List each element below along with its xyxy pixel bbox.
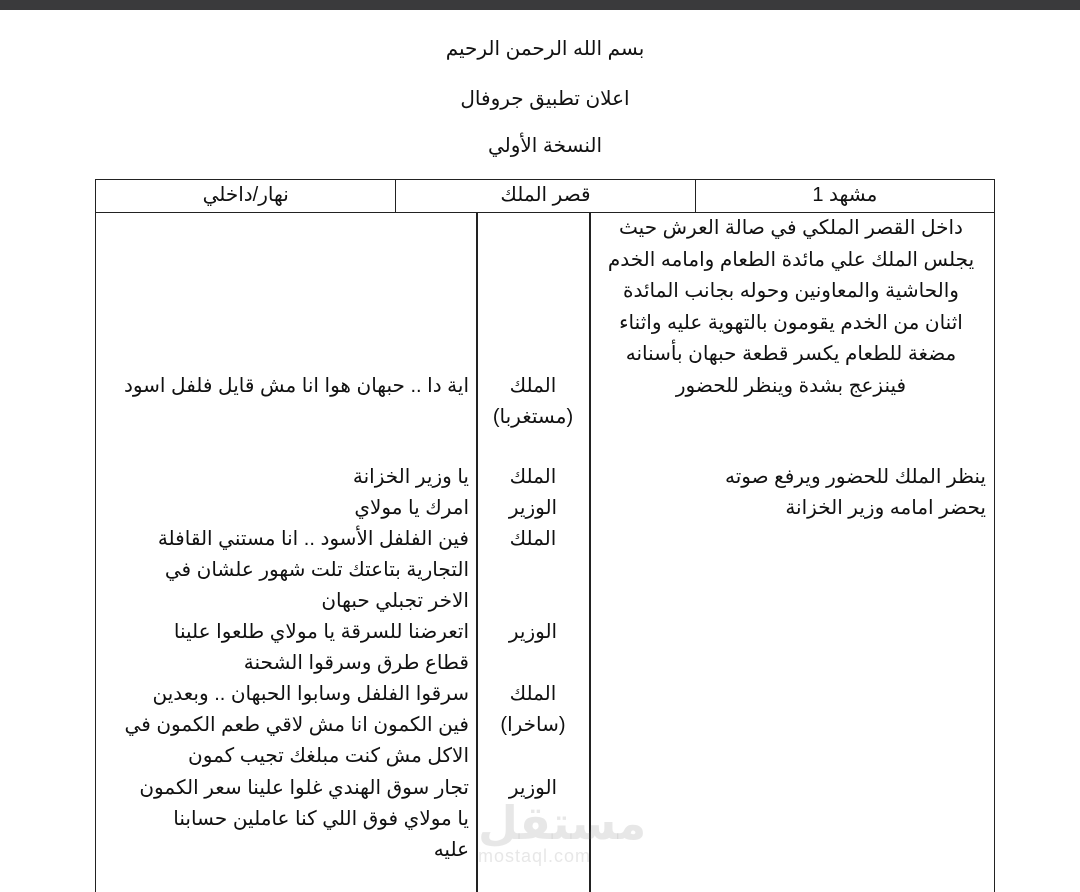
watermark-arabic: مستقل: [478, 797, 647, 849]
dialogue-line: التجارية بتاعتك تلت شهور علشان في: [164, 559, 469, 581]
scene-location-cell: قصر الملك: [395, 180, 694, 212]
character-name: الملك: [509, 528, 557, 550]
dialogue-line: يا وزير الخزانة: [352, 466, 469, 488]
dialogue-line: امرك يا مولاي: [354, 497, 469, 519]
scene-header-table: [95, 179, 995, 213]
dialogue-line: اية دا .. حبهان هوا انا مش قايل فلفل اسود: [123, 375, 469, 397]
column-divider: [476, 212, 478, 892]
character-name: الوزير: [508, 621, 558, 643]
parenthetical: (ساخرا): [500, 714, 566, 736]
top-bar: [0, 0, 1080, 10]
document-title: اعلان تطبيق جروفال: [460, 88, 630, 110]
dialogue-line: الاكل مش كنت مبلغك تجيب كمون: [188, 745, 469, 767]
scene-number-cell: مشهد 1: [695, 180, 994, 212]
dialogue-line: سرقوا الفلفل وسابوا الحبهان .. وبعدين: [152, 683, 469, 705]
character-name: الملك: [509, 375, 557, 397]
character-name: الملك: [509, 683, 557, 705]
dialogue-line: فين الكمون انا مش لاقي طعم الكمون في: [124, 714, 469, 736]
dialogue-line: اتعرضنا للسرقة يا مولاي طلعوا علينا: [173, 621, 469, 643]
dialogue-line: قطاع طرق وسرقوا الشحنة: [243, 652, 469, 674]
parenthetical: (مستغربا): [492, 406, 574, 428]
dialogue-line: فين الفلفل الأسود .. انا مستني القافلة: [157, 528, 469, 550]
character-name: الملك: [509, 466, 557, 488]
version-label: النسخة الأولي: [487, 135, 603, 157]
watermark-url: mostaql.com: [478, 846, 592, 866]
scene-description: داخل القصر الملكي في صالة العرش حيث يجلس الملك علي مائدة الطعام وامامه الخدم والحاشية والمعاونين وحوله بجانب المائدة اثنان من الخدم يقومون بالتهوية عليه واثناء مضغة للطعام يكسر قطعة حبهان بأسنانه فينزعج بشدة وينظر للحضور: [607, 217, 975, 397]
action-description: ينظر الملك للحضور ويرفع صوته يحضر امامه وزير الخزانة: [725, 466, 986, 519]
watermark-logo: [478, 797, 647, 867]
character-name: الوزير: [508, 777, 558, 799]
dialogue-line: تجار سوق الهندي غلوا علينا سعر الكمون: [139, 777, 469, 799]
dialogue-line: يا مولاي فوق اللي كنا عاملين حسابنا: [173, 808, 469, 830]
dialogue-line: الاخر تجبلي حبهان: [321, 590, 469, 612]
character-name: الوزير: [508, 497, 558, 519]
dialogue-line: عليه: [433, 839, 469, 861]
scene-time-cell: نهار/داخلي: [202, 184, 289, 206]
basmala: بسم الله الرحمن الرحيم: [445, 38, 645, 60]
column-divider: [589, 212, 591, 892]
